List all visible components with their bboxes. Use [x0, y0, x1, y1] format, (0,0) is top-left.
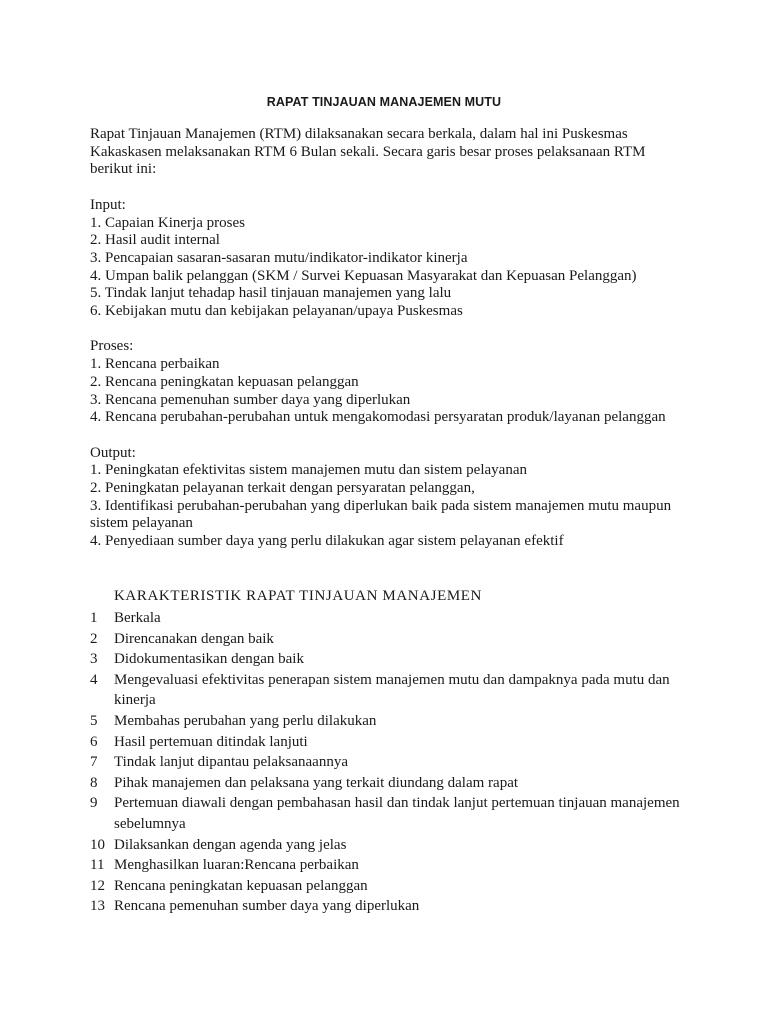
list-item — [90, 876, 690, 897]
proses-item: 2. Rencana peningkatan kepuasan pelanggan — [90, 373, 359, 390]
list-item-text: Direncanakan dengan baik — [114, 630, 274, 647]
input-item: 5. Tindak lanjut tehadap hasil tinjauan manajemen yang lalu — [90, 285, 452, 302]
list-item-text: Didokumentasikan dengan baik — [114, 651, 304, 668]
list-item — [90, 896, 690, 917]
proses-item: 3. Rencana pemenuhan sumber daya yang diperlukan — [90, 391, 411, 408]
list-item-text: Membahas perubahan yang perlu dilakukan — [114, 712, 377, 729]
output-section — [90, 445, 690, 551]
list-item — [90, 711, 690, 732]
list-item — [90, 835, 690, 856]
list-item-number: 7 — [90, 754, 98, 771]
list-item — [90, 732, 690, 753]
list-item-text: Tindak lanjut dipantau pelaksanaannya — [114, 754, 348, 771]
proses-section — [90, 338, 690, 427]
list-item-number: 6 — [90, 733, 98, 750]
list-item-number: 4 — [90, 671, 98, 688]
list-item — [90, 670, 690, 711]
output-item: 2. Peningkatan pelayanan terkait dengan persyaratan pelanggan, — [90, 480, 475, 497]
list-item-number: 5 — [90, 712, 98, 729]
list-item-number: 12 — [90, 877, 105, 894]
input-item: 2. Hasil audit internal — [90, 232, 220, 249]
list-item-text: Hasil pertemuan ditindak lanjuti — [114, 733, 308, 750]
list-item-text: Pihak manajemen dan pelaksana yang terkait diundang dalam rapat — [114, 774, 519, 791]
list-item-text: Pertemuan diawali dengan pembahasan hasil dan tindak lanjut pertemuan tinjauan manajemen sebelumnya — [114, 795, 680, 832]
document-body — [90, 126, 690, 551]
output-item: 4. Penyediaan sumber daya yang perlu dilakukan agar sistem pelayanan efektif — [90, 533, 564, 550]
karakteristik-heading: KARAKTERISTIK RAPAT TINJAUAN MANAJEMEN — [114, 588, 482, 604]
list-item-text: Berkala — [114, 610, 161, 626]
list-item-number: 2 — [90, 630, 98, 647]
output-item: 1. Peningkatan efektivitas sistem manajemen mutu dan sistem pelayanan — [90, 462, 527, 479]
list-item-number: 10 — [90, 836, 105, 853]
proses-item: 1. Rencana perbaikan — [90, 356, 220, 373]
list-item-text: Rencana pemenuhan sumber daya yang diperlukan — [114, 898, 420, 915]
list-item — [90, 855, 690, 876]
page-title: RAPAT TINJAUAN MANAJEMEN MUTU — [266, 95, 502, 109]
input-item: 6. Kebijakan mutu dan kebijakan pelayanan/upaya Puskesmas — [90, 303, 463, 320]
list-item — [90, 752, 690, 773]
input-item: 3. Pencapaian sasaran-sasaran mutu/indikator-indikator kinerja — [90, 249, 468, 266]
list-item — [90, 629, 690, 650]
list-item-number: 9 — [90, 795, 98, 812]
input-section — [90, 197, 690, 321]
list-item — [90, 608, 690, 629]
proses-item: 4. Rencana perubahan-perubahan untuk mengakomodasi persyaratan produk/layanan pelanggan — [90, 409, 666, 426]
proses-heading: Proses: — [90, 338, 134, 355]
input-item: 1. Capaian Kinerja proses — [90, 214, 245, 231]
list-item-text: Dilaksankan dengan agenda yang jelas — [114, 836, 347, 853]
list-item-text: Menghasilkan luaran:Rencana perbaikan — [114, 857, 359, 874]
intro-paragraph: Rapat Tinjauan Manajemen (RTM) dilaksanakan secara berkala, dalam hal ini Puskesmas Kakaskasen melaksanakan RTM 6 Bulan sekali. Secara garis besar proses pelaksanaan RTM berikut ini: — [90, 126, 646, 178]
input-heading: Input: — [90, 196, 126, 213]
list-item-text: Rencana peningkatan kepuasan pelanggan — [114, 877, 368, 894]
output-item: 3. Identifikasi perubahan-perubahan yang diperlukan baik pada sistem manajemen mutu maupun sistem pelayanan — [90, 497, 672, 532]
list-item-number: 8 — [90, 774, 98, 791]
karakteristik-list — [90, 608, 690, 917]
list-item — [90, 793, 690, 834]
list-item-number: 13 — [90, 898, 105, 915]
list-item — [90, 773, 690, 794]
list-item-text: Mengevaluasi efektivitas penerapan sistem manajemen mutu dan dampaknya pada mutu dan kinerja — [114, 671, 670, 709]
list-item-number: 3 — [90, 651, 98, 668]
list-item-number: 11 — [90, 857, 105, 874]
output-heading: Output: — [90, 444, 136, 461]
list-item-number: 1 — [90, 610, 98, 626]
list-item — [90, 649, 690, 670]
input-item: 4. Umpan balik pelanggan (SKM / Survei Kepuasan Masyarakat dan Kepuasan Pelanggan) — [90, 267, 637, 284]
